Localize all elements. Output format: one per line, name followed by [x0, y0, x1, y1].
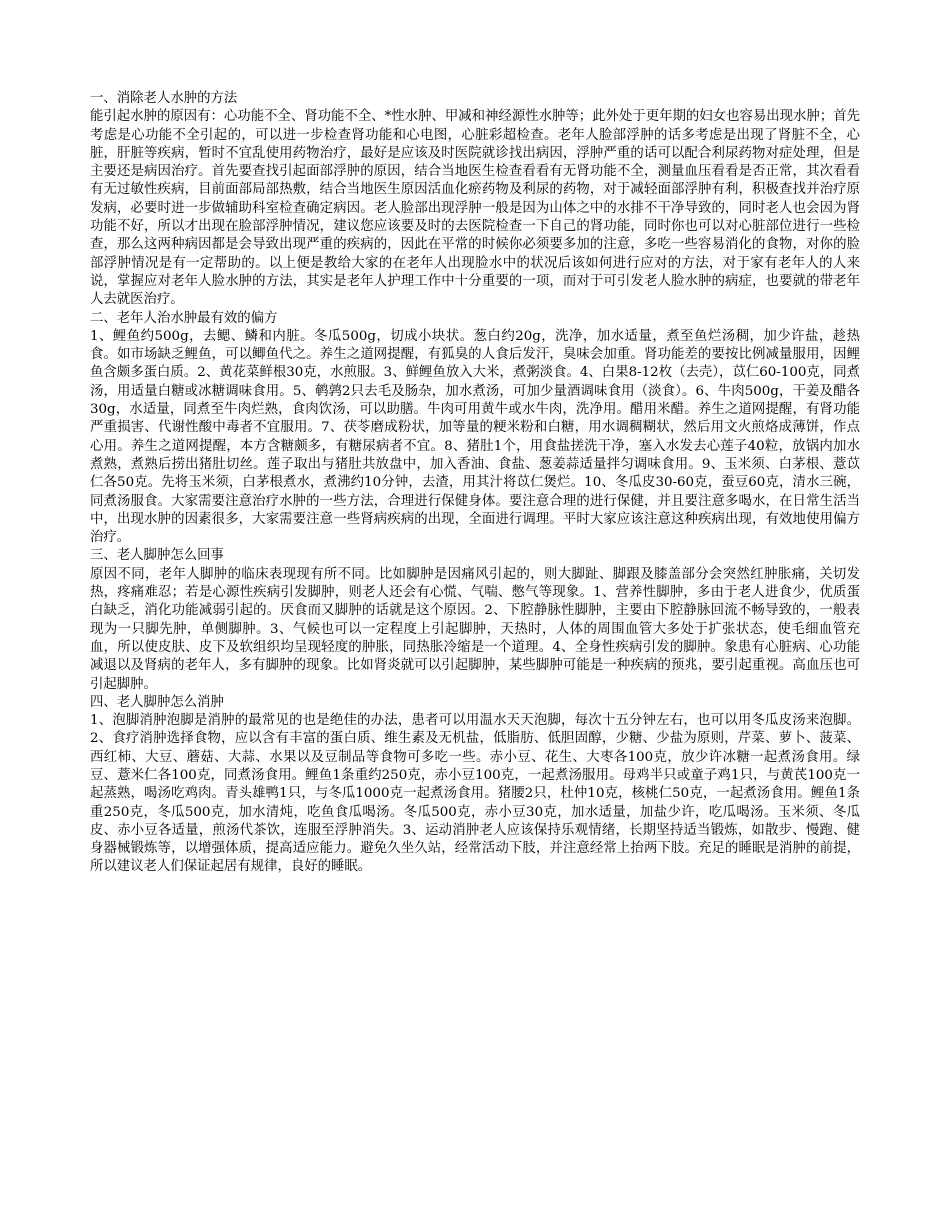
section-heading: 一、消除老人水肿的方法 — [90, 91, 238, 106]
section-heading: 三、老人脚肿怎么回事 — [90, 548, 224, 564]
section-paragraph: 原因不同，老年人脚肿的临床表现现有所不同。比如脚肿是因痛风引起的，则大脚趾、脚跟及膝盖部分会突然红肿胀痛，关切发热，疼痛难忍；若是心源性疾病引发脚肿，则老人还会有心慌、气喘、憋气等现象。1、营养性脚肿，多由于老人进食少，优质蛋白缺乏，消化功能减弱引起的。厌食而又脚肿的话就是这个原因。2、下腔静脉性脚肿，主要由下腔静脉回流不畅导致的，一般表现为一只脚先肿，单侧脚肿。3、气候也可以一定程度上引起脚肿，天热时，人体的周围血管大多处于扩张状态，使毛细血管充血，所以使皮肤、皮下及软组织均呈现轻度的肿胀，同热胀冷缩是一个道理。4、全身性疾病引发的脚肿。象患有心脏病、心功能减退以及肾病的老年人，多有脚肿的现象。比如肾炎就可以引起脚肿，某些脚肿可能是一种疾病的预兆，要引起重视。高血压也可引起脚肿。 — [90, 566, 860, 692]
section-1 — [90, 90, 860, 310]
section-3 — [90, 547, 860, 693]
section-paragraph: 能引起水肿的原因有：心功能不全、肾功能不全、*性水肿、甲减和神经源性水肿等；此外处于更年期的妇女也容易出现水肿；首先考虑是心功能不全引起的，可以进一步检查肾功能和心电图，心脏彩超检查。老年人脸部浮肿的话多考虑是出现了肾脏不全，心脏，肝脏等疾病，暂时不宜乱使用药物治疗，最好是应该及时医院就诊找出病因，浮肿严重的话可以配合利尿药物对症处理，但是主要还是病因治疗。首先要查找引起面部浮肿的原因，结合当地医生检查看看有无肾功能不全，测量血压看看是否正常，其次看看有无过敏性疾病，目前面部局部热敷，结合当地医生原因活血化瘀药物及利尿的药物，对于减轻面部浮肿有利，积极查找并治疗原发病，必要时进一步做辅助科室检查确定病因。老人脸部出现浮肿一般是因为山体之中的水排不干净导致的，同时老人也会因为肾功能不好，所以才出现在脸部浮肿情况，建议您应该要及时的去医院检查一下自己的肾功能，同时你也可以对心脏部位进行一些检查，那么这两种病因都是会导致出现严重的疾病的，因此在平常的时候你必须要多加的注意，多吃一些容易消化的食物，对你的脸部浮肿情况是有一定帮助的。以上便是教给大家的在老年人出现脸水中的状况后该如何进行应对的方法，对于家有老年人的人来说，掌握应对老年人脸水肿的方法，其实是老年人护理工作中十分重要的一项，而对于可引发老人脸水肿的病症，也要就的带老年人去就医治疗。 — [90, 109, 860, 308]
section-heading: 四、老人脚肿怎么消肿 — [90, 694, 224, 710]
section-paragraph: 1、鲤鱼约500g，去鳃、鳞和内脏。冬瓜500g，切成小块状。葱白约20g，洗净，加水适量，煮至鱼烂汤稠，加少许盐，趁热食。如市场缺乏鲤鱼，可以鲫鱼代之。养生之道网提醒，有狐臭的人食后发汗，臭味会加重。肾功能差的要按比例减量服用，因鲤鱼含颇多蛋白质。2、黄花菜鲜根30克，水煎服。3、鲜鲤鱼放入大米，煮粥淡食。4、白果8-12枚（去壳），苡仁60-100克，同煮汤，用适量白糖或冰糖调味食用。5、鹌鹑2只去毛及肠杂，加水煮汤，可加少量酒调味食用（淡食）。6、牛肉500g，干姜及醋各30g，水适量，同煮至牛肉烂熟，食肉饮汤，可以助膳。牛肉可用黄牛或水牛肉，洗净用。醋用米醋。养生之道网提醒，有肾功能严重损害、代谢性酸中毒者不宜服用。7、茯苓磨成粉状，加等量的粳米粉和白糖，用水调稠糊状，然后用文火煎烙成薄饼，作点心用。养生之道网提醒，本方含糖颇多，有糖尿病者不宜。8、猪肚1个，用食盐搓洗干净，塞入水发去心莲子40粒，放锅内加水煮熟，煮熟后捞出猪肚切丝。莲子取出与猪肚共放盘中，加入香油、食盐、葱姜蒜适量拌匀调味食用。9、玉米须、白茅根、薏苡仁各50克。先将玉米须，白茅根煮水，煮沸约10分钟，去渣，用其汁将苡仁煲烂。10、冬瓜皮30-60克，蚕豆60克，清水三碗，同煮汤服食。大家需要注意治疗水肿的一些方法，合理进行保健身体。要注意合理的进行保健，并且要注意多喝水，在日常生活当中，出现水肿的因素很多，大家需要注意一些肾病疾病的出现，全面进行调理。平时大家应该注意这种疾病出现，有效地使用偏方治疗。 — [90, 328, 860, 546]
section-heading: 二、老年人治水肿最有效的偏方 — [90, 310, 278, 326]
section-4 — [90, 694, 860, 877]
document-body — [90, 90, 860, 877]
section-paragraph: 1、泡脚消肿泡脚是消肿的最常见的也是绝佳的办法，患者可以用温水天天泡脚，每次十五分钟左右，也可以用冬瓜皮汤来泡脚。2、食疗消肿选择食物，应以含有丰富的蛋白质、维生素及无机盐，低脂肪、低胆固醇，少糖、少盐为原则，芹菜、萝卜、菠菜、西红柿、大豆、蘑菇、大蒜、水果以及豆制品等食物可多吃一些。赤小豆、花生、大枣各100克，放少许冰糖一起煮汤食用。绿豆、薏米仁各100克，同煮汤食用。鲤鱼1条重约250克，赤小豆100克，一起煮汤服用。母鸡半只或童子鸡1只，与黄芪100克一起蒸熟，喝汤吃鸡肉。青头雄鸭1只，与冬瓜1000克一起煮汤食用。猪腰2只，杜仲10克，核桃仁50克，一起煮汤食用。鲤鱼1条重250克，冬瓜500克，加水清炖，吃鱼食瓜喝汤。冬瓜500克，赤小豆30克，加水适量，加盐少许，吃瓜喝汤。玉米须、冬瓜皮、赤小豆各适量，煎汤代茶饮，连服至浮肿消失。3、运动消肿老人应该保持乐观情绪，长期坚持适当锻炼，如散步、慢跑、健身器械锻炼等，以增强体质，提高适应能力。避免久坐久站，经常活动下肢，并注意经常上抬两下肢。充足的睡眠是消肿的前提，所以建议老人们保证起居有规律，良好的睡眠。 — [90, 713, 860, 875]
section-2 — [90, 310, 860, 548]
